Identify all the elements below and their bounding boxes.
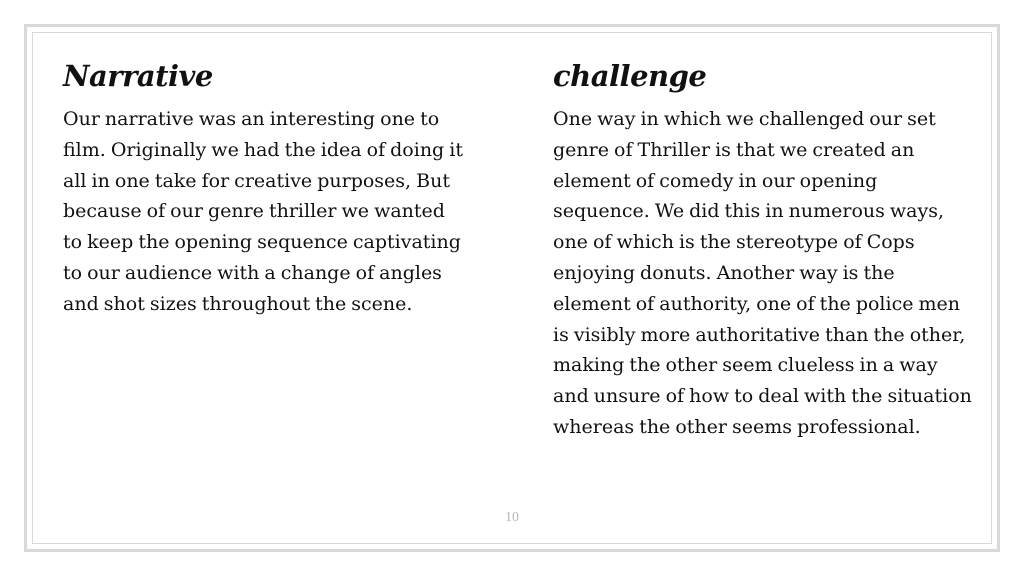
challenge-body-text: One way in which we challenged our set genre of Thriller is that we created an element of comedy in our opening sequence. We did this in numerous ways, one of which is the stereotype of Cops enjoying donuts. Another way is the element of authority, one of the police men is visibly more authoritative than the other, making the other seem clueless in a way and unsure of how to deal with the situation whereas the other seems professional. (553, 108, 972, 438)
narrative-heading: Narrative (63, 59, 213, 93)
challenge-heading: challenge (553, 59, 707, 93)
challenge-column (553, 54, 973, 443)
narrative-body-text: Our narrative was an interesting one to film. Originally we had the idea of doing it all in one take for creative purposes, But because of our genre thriller we wanted to keep the opening sequence captivating to our audience with a change of angles and shot sizes throughout the scene. (63, 108, 463, 315)
narrative-column (63, 54, 463, 320)
page-number: 10 (505, 510, 519, 525)
